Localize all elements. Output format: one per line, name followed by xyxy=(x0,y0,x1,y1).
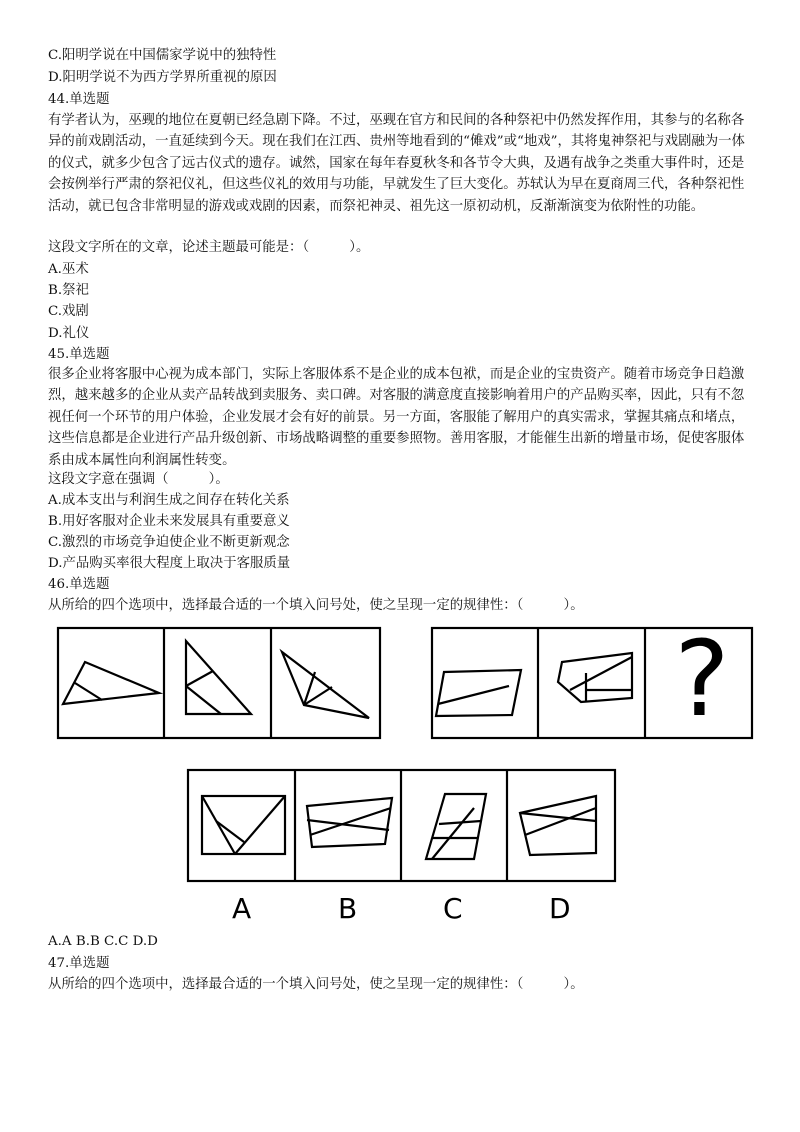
q46-question: 从所给的四个选项中，选择最合适的一个填入问号处，使之呈现一定的规律性：（ ）。 xyxy=(48,598,584,613)
q46-header: 46.单选题 xyxy=(48,577,110,592)
q45-header: 45.单选题 xyxy=(48,347,110,362)
q46-sequence-right xyxy=(430,618,754,740)
q47-question: 从所给的四个选项中，选择最合适的一个填入问号处，使之呈现一定的规律性：（ ）。 xyxy=(48,977,584,992)
q44-question: 这段文字所在的文章，论述主题最可能是：（ ）。 xyxy=(48,240,370,255)
q44-passage: 有学者认为，巫觋的地位在夏朝已经急剧下降。不过，巫觋在官方和民间的各种祭祀中仍然发挥作用，其参与的名称各异的前戏剧活动，一直延续到今天。现在我们在江西、贵州等地看到的“傩戏”或“地戏”，其将鬼神祭祀与戏剧融为一体的仪式，就多少包含了远古仪式的遗存。诚然，国家在每年春夏秋冬和各节令大典，及遇有战争之类重大事件时，还是会按例举行严肃的祭祀仪礼，但这些仪礼的效用与功能，早就发生了巨大变化。苏轼认为早在夏商周三代，各种祭祀性活动，就已包含非常明显的游戏或戏剧的因素，而祭祀神灵、祖先这一原初动机，反渐渐演变为依附性的功能。 xyxy=(48,113,745,214)
q43-option-c[interactable]: C.阳明学说在中国儒家学说中的独特性 xyxy=(48,48,277,63)
q44-header: 44.单选题 xyxy=(48,92,110,107)
option-c-figure xyxy=(426,794,486,859)
question-mark: ? xyxy=(674,618,730,740)
option-c-label: C xyxy=(443,892,463,925)
q45-passage: 很多企业将客服中心视为成本部门，实际上客服体系不是企业的成本包袱，而是企业的宝贵资产。随着市场竞争日趋激烈，越来越多的企业从卖产品转战到卖服务、卖口碑。对客服的满意度直接影响着用户的产品购买率，因此，只有不忽视任何一个环节的用户体验，企业发展才会有好的前景。另一方面，客服能了解用户的真实需求，掌握其痛点和堵点，这些信息都是企业进行产品升级创新、市场战略调整的重要参照物。善用客服，才能催生出新的增量市场，促使客服体系由成本属性向利润属性转变。 xyxy=(48,367,745,468)
q43-option-d[interactable]: D.阳明学说不为西方学界所重视的原因 xyxy=(48,70,277,85)
option-b-label: B xyxy=(338,892,358,925)
figure-pentagon-2 xyxy=(558,653,632,702)
q45-option-c[interactable]: C.激烈的市场竞争迫使企业不断更新观念 xyxy=(48,535,290,550)
q45-option-b[interactable]: B.用好客服对企业未来发展具有重要意义 xyxy=(48,514,290,529)
q44-option-b[interactable]: B.祭祀 xyxy=(48,283,89,298)
q45-option-d[interactable]: D.产品购买率很大程度上取决于客服质量 xyxy=(48,556,291,571)
q45-option-a[interactable]: A.成本支出与利润生成之间存在转化关系 xyxy=(48,493,290,508)
q46-answer-options[interactable]: A.A B.B C.C D.D xyxy=(48,934,158,949)
figure-triangle-1 xyxy=(63,662,159,704)
sequence-left-frame xyxy=(58,628,380,738)
figure-triangle-3 xyxy=(282,652,369,718)
option-a-figure xyxy=(202,796,285,854)
option-b-figure xyxy=(307,798,392,847)
q44-option-a[interactable]: A.巫术 xyxy=(48,262,89,277)
q44-option-c[interactable]: C.戏剧 xyxy=(48,304,89,319)
option-a-label: A xyxy=(232,892,252,925)
q47-header: 47.单选题 xyxy=(48,956,110,971)
figure-quadrilateral-1 xyxy=(436,670,521,716)
figure-triangle-2 xyxy=(186,641,251,714)
option-d-label: D xyxy=(549,892,571,925)
q46-sequence-left xyxy=(56,626,382,740)
q46-options-figure xyxy=(186,768,617,883)
q44-option-d[interactable]: D.礼仪 xyxy=(48,326,90,341)
q45-question: 这段文字意在强调（ ）。 xyxy=(48,472,229,487)
option-d-figure xyxy=(520,796,596,855)
